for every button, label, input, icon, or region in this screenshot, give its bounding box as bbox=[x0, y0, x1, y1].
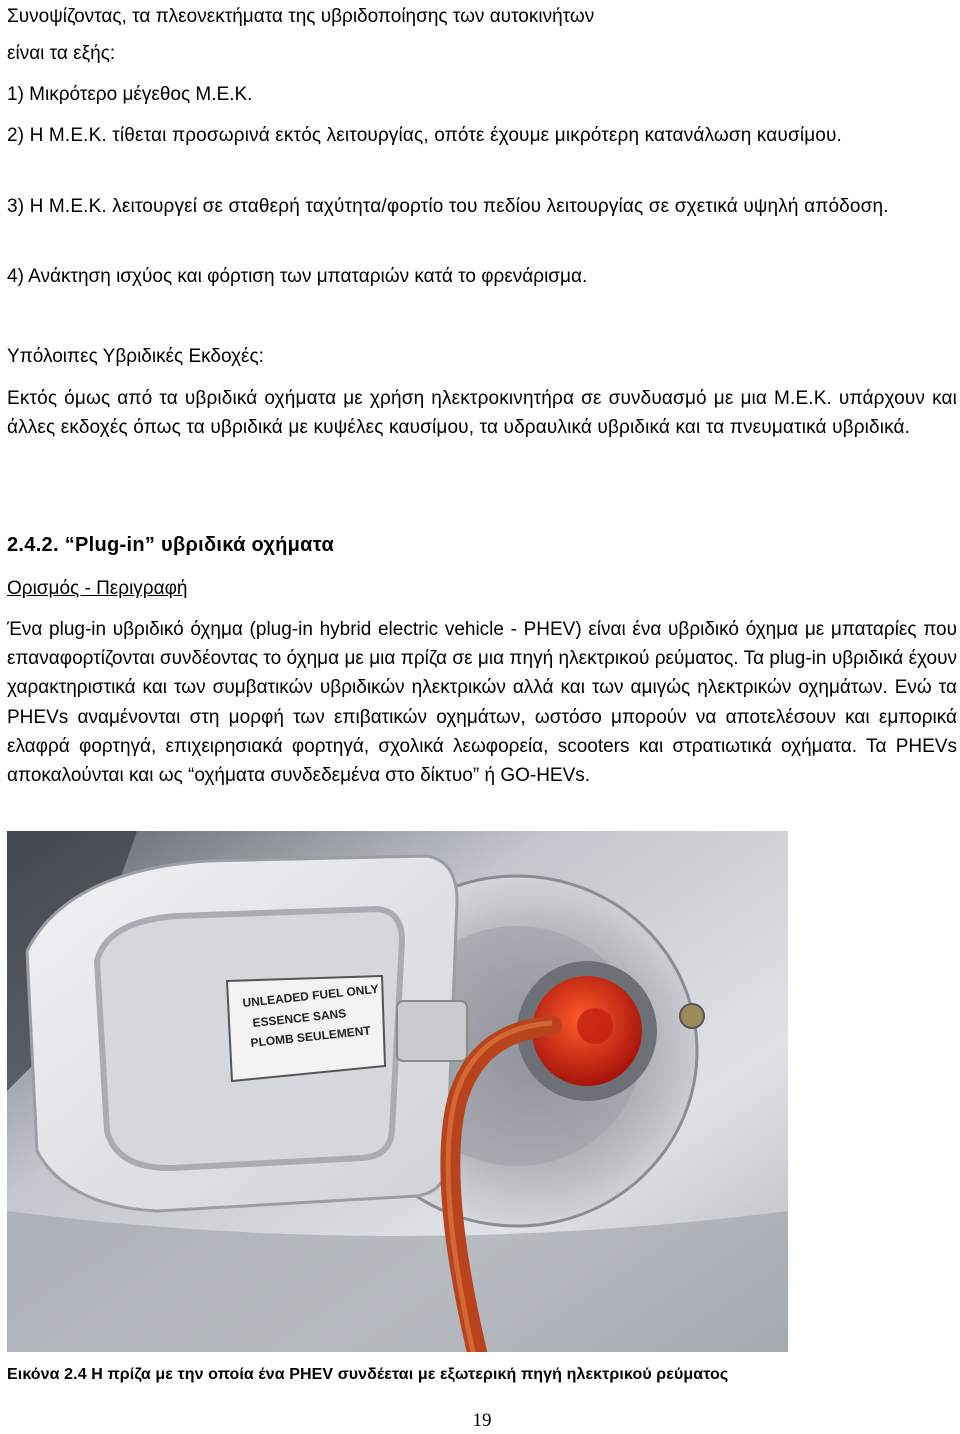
section-heading: 2.4.2. “Plug-in” υβριδικά οχήματα bbox=[7, 534, 335, 556]
advantage-item-4: 4) Ανάκτηση ισχύος και φόρτιση των μπαταριών κατά το φρενάρισμα. bbox=[7, 266, 588, 287]
intro-line-1: Συνοψίζοντας, τα πλεονεκτήματα της υβριδοποίησης των αυτοκινήτων bbox=[7, 6, 595, 27]
plug-center bbox=[577, 1008, 613, 1044]
other-hybrids-title: Υπόλοιπες Υβριδικές Εκδοχές: bbox=[7, 346, 264, 367]
fuel-label-text-2: ESSENCE SANS bbox=[251, 1006, 347, 1030]
section-subheading: Ορισμός - Περιγραφή bbox=[7, 578, 188, 599]
figure-caption-text: Η πρίζα με την οποία ένα PHEV συνδέεται με εξωτερική πηγή ηλεκτρικού ρεύματος bbox=[86, 1366, 729, 1383]
figure-caption-label: Εικόνα 2.4 bbox=[7, 1366, 87, 1383]
page-number: 19 bbox=[472, 1410, 492, 1431]
fuel-label-text-3: PLOMB SEULEMENT bbox=[249, 1023, 372, 1050]
figure-caption bbox=[7, 1366, 728, 1384]
fuel-label-text-1: UNLEADED FUEL ONLY bbox=[241, 981, 380, 1010]
ground-bolt bbox=[680, 1004, 704, 1028]
section-body: Ένα plug-in υβριδικό όχημα (plug-in hybrid electric vehicle - PHEV) είναι ένα υβριδικό όχημα με μπαταρίες που επαναφορτίζονται συνδέοντας το όχημα με μια πρίζα σε μια πηγή ηλεκτρικού ρεύματος. Τα plug-in υβριδικά έχουν χαρακτηριστικά και των συμβατικών υβριδικών ηλεκτρικών αλλά και των αμιγώς ηλεκτρικών οχημάτων. Ενώ τα PHEVs αναμένονται στη μορφή των επιβατικών οχημάτων, ωστόσο μπορούν να αποτελέσουν και εμπορικά ελαφρά φορτηγά, επιχειρησιακά φορτηγά, σχολικά λεωφορεία, scooters και στρατιωτικά οχήματα. Τα PHEVs αποκαλούνται και ως “οχήματα συνδεδεμένα στο δίκτυο” ή GO-HEVs. bbox=[7, 619, 957, 787]
intro-line-2: είναι τα εξής: bbox=[7, 43, 116, 64]
other-hybrids-text: Εκτός όμως από τα υβριδικά οχήματα με χρήση ηλεκτροκινητήρα σε συνδυασμό με μια Μ.Ε.Κ. υπάρχουν και άλλες εκδοχές όπως τα υβριδικά με κυψέλες καυσίμου, τα υδραυλικά υβριδικά και τα πνευματικά υβριδικά. bbox=[7, 388, 957, 438]
advantage-item-1: 1) Μικρότερο μέγεθος Μ.Ε.Κ. bbox=[7, 84, 253, 105]
door-hinge bbox=[397, 1001, 467, 1061]
figure-charging-port-photo bbox=[7, 831, 788, 1352]
advantage-item-3: 3) Η Μ.Ε.Κ. λειτουργεί σε σταθερή ταχύτητα/φορτίο του πεδίου λειτουργίας σε σχετικά υψηλή απόδοση. bbox=[7, 196, 889, 217]
advantage-item-2: 2) Η Μ.Ε.Κ. τίθεται προσωρινά εκτός λειτουργίας, οπότε έχουμε μικρότερη κατανάλωση καυσίμου. bbox=[7, 125, 842, 146]
